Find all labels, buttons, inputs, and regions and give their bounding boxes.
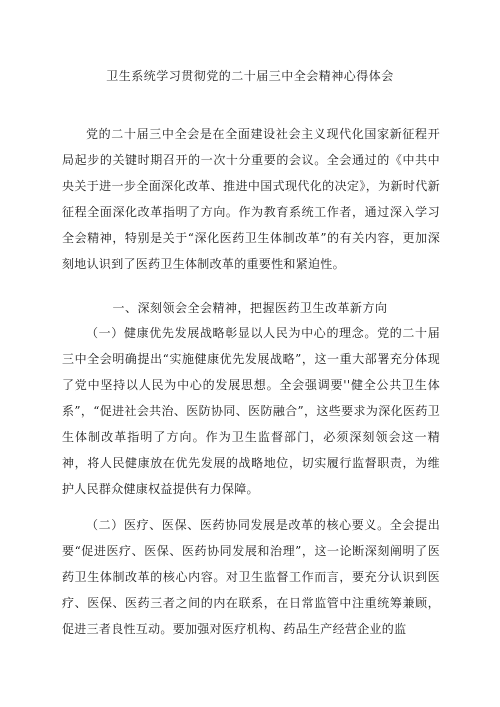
paragraph-health-priority: （一）健康优先发展战略彰显以人民为中心的理念。党的二十届三中全会明确提出“实施健康优先发展战略”，这一重大部署充分体现了党中坚持以人民为中心的发展思想。全会强调要''健全公共卫生体系”，“促进社会共治、医防协同、医防融合”，这些要求为深化医药卫生体制改革指明了方向。作为卫生监督部门，必须深刻领会这一精神，将人民健康放在优先发展的战略地位，切实履行监督职责，为维护人民群众健康权益提供有力保障。 [62, 326, 440, 496]
document-title: 卫生系统学习贯彻党的二十届三中全会精神心得体会 [106, 69, 394, 83]
intro-paragraph: 党的二十届三中全会是在全面建设社会主义现代化国家新征程开局起步的关键时期召开的一次十分重要的会议。全会通过的《中共中央关于进一步全面深化改革、推进中国式现代化的决定》，为新时代新征程全面深化改革指明了方向。作为教育系统工作者，通过深入学习全会精神，特别是关于“深化医药卫生体制改革”的有关内容，更加深刻地认识到了医药卫生体制改革的重要性和紧迫性。 [62, 127, 440, 271]
section-heading: 一、深刻领会全会精神，把握医药卫生改革新方向 [112, 301, 388, 315]
paragraph-coordination: （二）医疗、医保、医药协同发展是改革的核心要义。全会提出要“促进医疗、医保、医药协同发展和治理”，这一论断深刻阐明了医药卫生体制改革的核心内容。对卫生监督工作而言，要充分认识到医疗、医保、医药三者之间的内在联系，在日常监管中注重统筹兼顾，促进三者良性互动。要加强对医疗机构、药品生产经营企业的监 [62, 518, 440, 636]
